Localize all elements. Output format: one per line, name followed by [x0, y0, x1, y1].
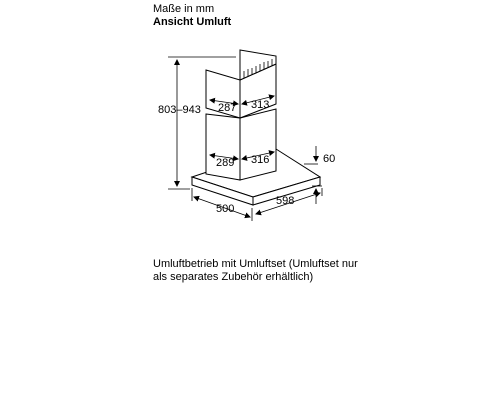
hood-depth-label: 598	[276, 195, 295, 207]
chimney-lower	[206, 109, 276, 180]
view-title: Ansicht Umluft	[153, 16, 232, 28]
chimney-upper-width-label: 287	[218, 102, 237, 114]
height-range-label: 803–943	[158, 104, 201, 116]
caption: Umluftbetrieb mit Umluftset (Umluftset nur als separates Zubehör erhältlich)	[153, 258, 358, 283]
chimney-lower-width-label: 289	[216, 157, 235, 169]
chimney-upper-depth-label: 313	[251, 99, 270, 111]
hood-height-label: 60	[323, 153, 336, 165]
hood-width-label: 500	[216, 203, 235, 215]
units-label: Maße in mm	[153, 3, 215, 15]
chimney-lower-depth-label: 316	[251, 154, 270, 166]
